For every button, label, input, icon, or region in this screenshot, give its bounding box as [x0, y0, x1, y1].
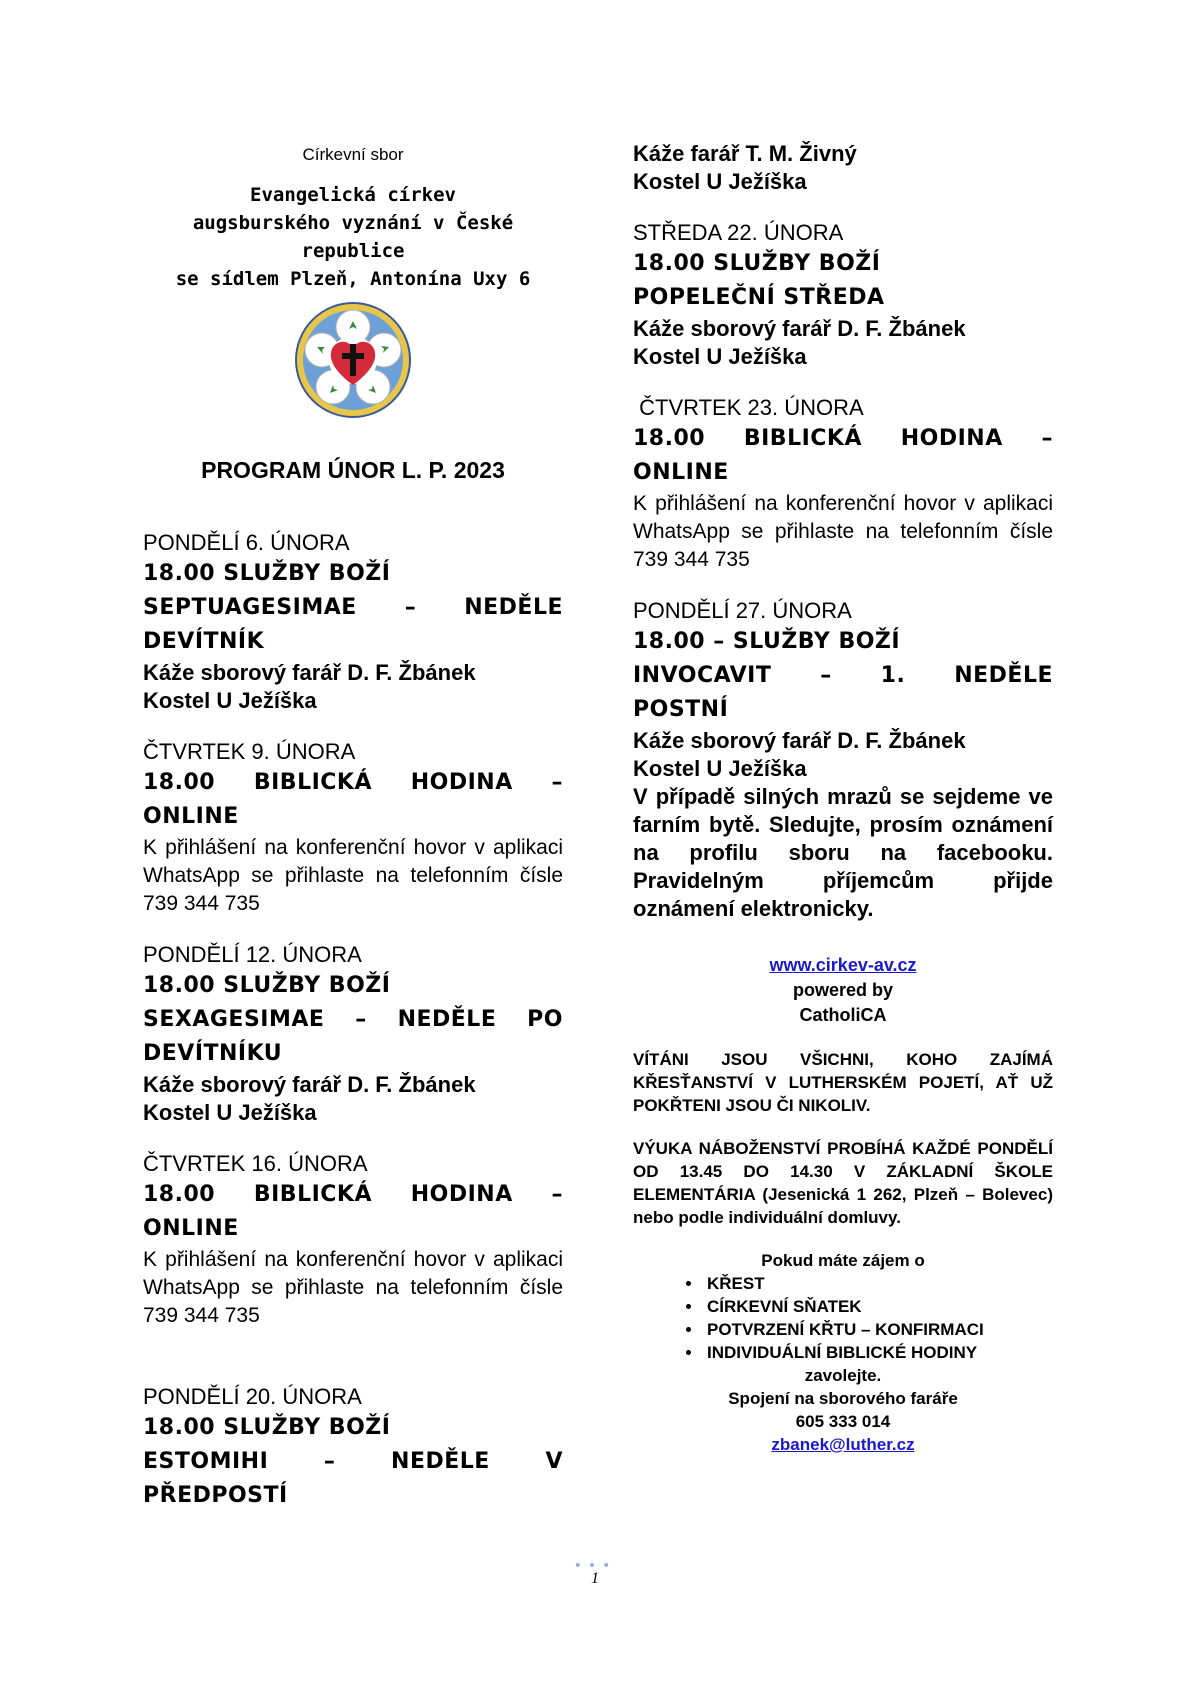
event-service: INVOCAVIT – 1. NEDĚLE	[633, 663, 1053, 688]
list-item: • KŘEST	[703, 1272, 1053, 1295]
event-preacher: Káže sborový farář D. F. Žbánek	[633, 728, 966, 753]
org-line: Evangelická církev	[250, 184, 456, 206]
contact-email-wrap	[633, 1433, 1053, 1456]
event-item	[633, 596, 1053, 923]
event-service: 18.00 BIBLICKÁ HODINA –	[143, 1182, 563, 1207]
contact-phone: 605 333 014	[795, 1412, 891, 1431]
teaching-text: VÝUKA NÁBOŽENSTVÍ PROBÍHÁ KAŽDÉ PONDĚLÍ OD 13.45 DO 14.30 V ZÁKLADNÍ ŠKOLE ELEMENTÁRIA (Jesenická 1 262, Plzeň – Bolevec) nebo podle individuální domluvy.	[633, 1139, 1053, 1227]
event-service: 18.00 SLUŽBY BOŽÍ	[143, 973, 391, 998]
event-day: PONDĚLÍ 12. ÚNORA	[143, 942, 362, 967]
event-item	[143, 528, 563, 715]
logo	[143, 301, 563, 419]
event-item	[143, 940, 563, 1127]
list-item: • INDIVIDUÁLNÍ BIBLICKÉ HODINY	[703, 1341, 1053, 1364]
event-place: Kostel U Ježíška	[143, 688, 317, 713]
page-dots: •••	[573, 1558, 617, 1574]
event-item	[633, 218, 1053, 371]
event-place: Kostel U Ježíška	[633, 169, 807, 194]
event-place: Kostel U Ježíška	[633, 756, 807, 781]
org-line: se sídlem Plzeň, Antonína Uxy 6	[175, 268, 531, 290]
event-day: STŘEDA 22. ÚNORA	[633, 220, 844, 245]
contact-list	[633, 1272, 1053, 1364]
event-service: ESTOMIHI – NEDĚLE V	[143, 1449, 563, 1474]
event-service: SEXAGESIMAE – NEDĚLE PO	[143, 1007, 563, 1032]
event-place: Kostel U Ježíška	[143, 1100, 317, 1125]
luther-rose-icon	[294, 301, 412, 419]
email-link[interactable]: zbanek@luther.cz	[771, 1435, 915, 1454]
org-line: republice	[301, 240, 405, 262]
event-service: ONLINE	[633, 460, 729, 485]
event-day: PONDĚLÍ 20. ÚNORA	[143, 1384, 362, 1409]
list-item: • POTVRZENÍ KŘTU – KONFIRMACI	[703, 1318, 1053, 1341]
event-item	[143, 1382, 563, 1513]
website-link[interactable]: www.cirkev-av.cz	[769, 955, 917, 975]
event-service: 18.00 SLUŽBY BOŽÍ	[143, 561, 391, 586]
event-service: 18.00 SLUŽBY BOŽÍ	[633, 251, 881, 276]
event-preacher: Káže sborový farář D. F. Žbánek	[143, 660, 476, 685]
event-day: PONDĚLÍ 27. ÚNORA	[633, 598, 852, 623]
contact-block	[633, 1249, 1053, 1456]
event-info: K přihlášení na konferenční hovor v aplikaci WhatsApp se přihlaste na telefonním čísle 739 344 735	[633, 492, 1053, 571]
event-service: 18.00 BIBLICKÁ HODINA –	[143, 770, 563, 795]
page-number: 1	[591, 1570, 599, 1587]
right-column	[633, 140, 1053, 1456]
web-block	[633, 953, 1053, 1028]
event-service: PŘEDPOSTÍ	[143, 1483, 288, 1508]
event-service: SEPTUAGESIMAE – NEDĚLE	[143, 595, 563, 620]
contact-call: zavolejte.	[804, 1366, 882, 1385]
event-service: ONLINE	[143, 804, 239, 829]
event-continuation	[633, 140, 1053, 196]
org-line: augsburského vyznání v České	[192, 212, 514, 234]
event-service: 18.00 – SLUŽBY BOŽÍ	[633, 629, 901, 654]
event-day: PONDĚLÍ 6. ÚNORA	[143, 530, 350, 555]
event-note: V případě silných mrazů se sejdeme ve farním bytě. Sledujte, prosím oznámení na profilu sboru na facebooku. Pravidelným příjemcům přijde oznámení elektronicky.	[633, 784, 1053, 921]
event-service: DEVÍTNÍK	[143, 629, 265, 654]
list-item: • CÍRKEVNÍ SŇATEK	[703, 1295, 1053, 1318]
event-service: POSTNÍ	[633, 697, 729, 722]
contact-connect: Spojení na sborového faráře	[728, 1389, 958, 1408]
event-preacher: Káže sborový farář D. F. Žbánek	[143, 1072, 476, 1097]
welcome-text: VÍTÁNI JSOU VŠICHNI, KOHO ZAJÍMÁ KŘESŤANSTVÍ V LUTHERSKÉM POJETÍ, AŤ UŽ POKŘTENI JSOU ČI NIKOLIV.	[633, 1050, 1053, 1115]
org-name	[143, 181, 563, 293]
event-preacher: Káže farář T. M. Živný	[633, 141, 857, 166]
event-service: ONLINE	[143, 1216, 239, 1241]
event-info: K přihlášení na konferenční hovor v aplikaci WhatsApp se přihlaste na telefonním čísle 739 344 735	[143, 1248, 563, 1327]
event-day: ČTVRTEK 23. ÚNORA	[633, 395, 864, 420]
contact-intro: Pokud máte zájem o	[761, 1251, 925, 1270]
org-small-title: Církevní sbor	[302, 145, 404, 164]
event-place: Kostel U Ježíška	[633, 344, 807, 369]
event-service: DEVÍTNÍKU	[143, 1041, 283, 1066]
left-column	[143, 140, 563, 1513]
event-item	[143, 737, 563, 918]
event-day: ČTVRTEK 9. ÚNORA	[143, 739, 356, 764]
brand-name: CatholiCA	[799, 1005, 887, 1025]
event-service: POPELEČNÍ STŘEDA	[633, 285, 885, 310]
powered-by: powered by	[792, 980, 894, 1000]
event-service: 18.00 BIBLICKÁ HODINA –	[633, 426, 1053, 451]
event-info: K přihlášení na konferenční hovor v aplikaci WhatsApp se přihlaste na telefonním čísle 739 344 735	[143, 836, 563, 915]
event-preacher: Káže sborový farář D. F. Žbánek	[633, 316, 966, 341]
event-service: 18.00 SLUŽBY BOŽÍ	[143, 1415, 391, 1440]
program-title: PROGRAM ÚNOR L. P. 2023	[201, 457, 505, 483]
event-day: ČTVRTEK 16. ÚNORA	[143, 1151, 368, 1176]
event-item	[633, 393, 1053, 574]
event-item	[143, 1149, 563, 1330]
